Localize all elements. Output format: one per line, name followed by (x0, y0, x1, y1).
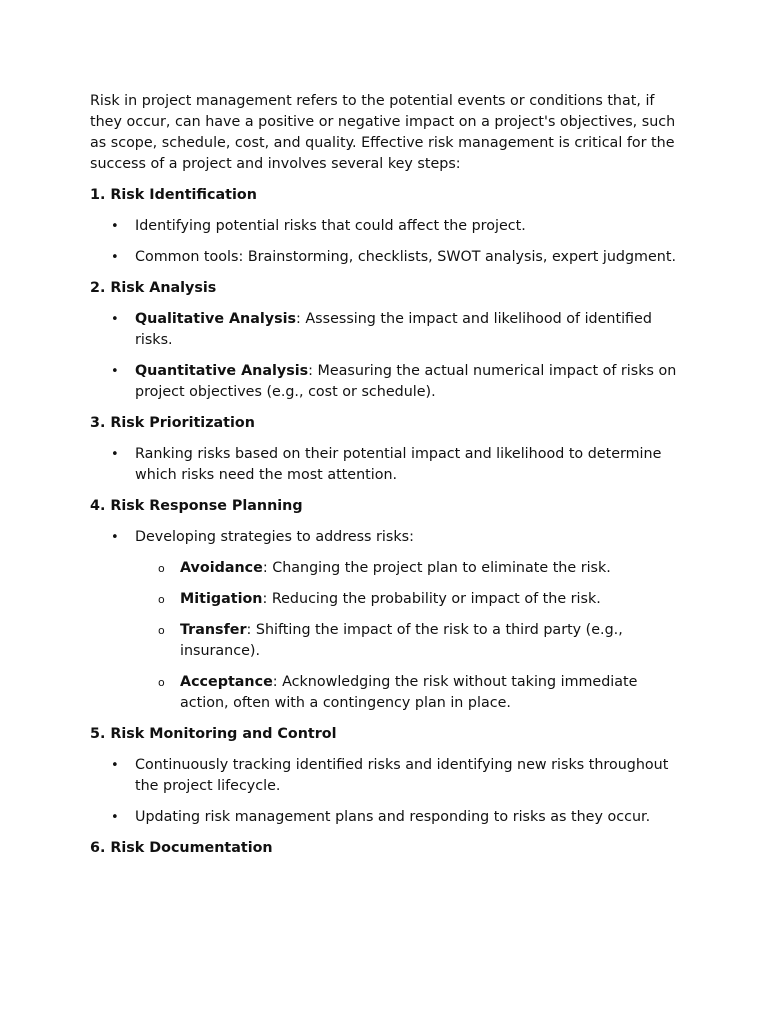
sub-list-item-text: : Shifting the impact of the risk to a third party (e.g., insurance). (180, 622, 623, 659)
list-item (90, 216, 680, 237)
sections-container (90, 185, 680, 859)
section-heading: 1. Risk Identification (90, 187, 257, 203)
section-heading: 5. Risk Monitoring and Control (90, 726, 337, 742)
sub-list-item-text: : Reducing the probability or impact of the risk. (262, 591, 601, 607)
sub-list-item (135, 558, 680, 579)
list-item-text: Common tools: Brainstorming, checklists, SWOT analysis, expert judgment. (135, 249, 676, 265)
list-item-term: Quantitative Analysis (135, 363, 309, 379)
bullet-list (90, 444, 680, 486)
sub-list-item-term: Mitigation (180, 591, 263, 607)
list-item-text: Ranking risks based on their potential impact and likelihood to determine which risks need the most attention. (135, 446, 662, 483)
list-item (90, 247, 680, 268)
bullet-list (90, 755, 680, 828)
sub-bullet-list (135, 558, 680, 714)
list-item-text: Identifying potential risks that could affect the project. (135, 218, 526, 234)
list-item-text: : Measuring the actual numerical impact of risks on project objectives (e.g., cost or schedule). (135, 363, 677, 400)
intro-paragraph: Risk in project management refers to the potential events or conditions that, if they occur, can have a positive or negative impact on a project's objectives, such as scope, schedule, cost, and quality. Effective risk management is critical for the success of a project and involves several key steps: (90, 93, 676, 172)
list-item (90, 807, 680, 828)
list-item-term: Qualitative Analysis (135, 311, 297, 327)
sub-list-item (135, 672, 680, 714)
bullet-list (90, 309, 680, 403)
sub-list-item-text: : Changing the project plan to eliminate the risk. (262, 560, 611, 576)
list-item-text: Developing strategies to address risks: (135, 529, 414, 545)
document-page (90, 91, 680, 869)
sub-list-item-text: : Acknowledging the risk without taking immediate action, often with a contingency plan in place. (180, 674, 638, 711)
section-heading: 3. Risk Prioritization (90, 415, 255, 431)
sub-list-item (135, 620, 680, 662)
list-item (90, 309, 680, 351)
bullet-list (90, 216, 680, 268)
section-heading: 6. Risk Documentation (90, 840, 273, 856)
section-heading: 2. Risk Analysis (90, 280, 217, 296)
sub-list-item-term: Acceptance (180, 674, 273, 690)
section-heading: 4. Risk Response Planning (90, 498, 303, 514)
list-item (90, 527, 680, 714)
list-item-text: Updating risk management plans and responding to risks as they occur. (135, 809, 651, 825)
list-item (90, 361, 680, 403)
bullet-list (90, 527, 680, 714)
sub-list-item-term: Avoidance (180, 560, 263, 576)
sub-list-item-term: Transfer (180, 622, 247, 638)
sub-list-item (135, 589, 680, 610)
list-item (90, 444, 680, 486)
list-item-text: Continuously tracking identified risks and identifying new risks throughout the project lifecycle. (135, 757, 669, 794)
list-item-text: : Assessing the impact and likelihood of identified risks. (135, 311, 652, 348)
list-item (90, 755, 680, 797)
